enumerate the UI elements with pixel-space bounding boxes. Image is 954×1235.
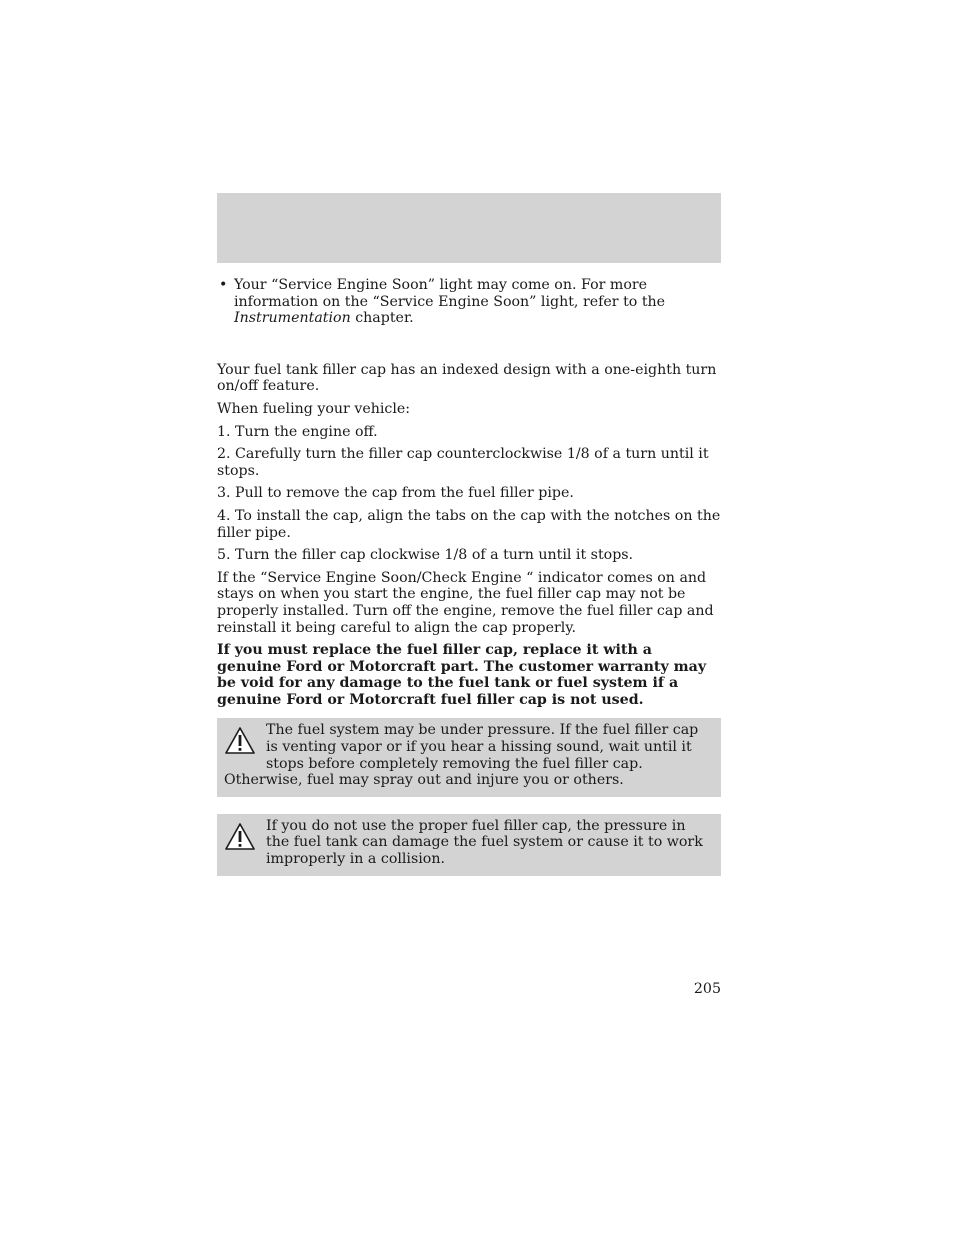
header-band [217,193,721,263]
replacement-note: If you must replace the fuel filler cap, replace it with a genuine Ford or Motorcraft part. The customer warranty may be void for any damage to the fuel tank or fuel system if a genuine Ford or Motorcraft fuel filler cap is not used. [217,642,707,708]
page-content [217,277,721,876]
bullet-text-start: Your “Service Engine Soon” light may come on. For more information on the “Service Engine Soon” light, refer to the [234,277,666,310]
bullet-text [234,277,721,327]
fueling-heading: When fueling your vehicle: [217,400,411,417]
step-2: 2. Carefully turn the filler cap counterclockwise 1/8 of a turn until it stops. [217,446,709,479]
bullet-text-end: chapter. [350,310,414,327]
page-number: 205 [693,981,721,997]
warning-box-proper-cap [217,814,721,876]
warning-triangle-icon [224,726,256,756]
warning-box-pressure [217,718,721,796]
chapter-reference: Instrumentation [234,310,351,327]
indicator-note: If the “Service Engine Soon/Check Engine “ indicator comes on and stays on when you start the engine, the fuel filler cap may not be properly installed. Turn off the engine, remove the fuel filler cap and reinstall it being careful to align the cap properly. [217,569,714,636]
step-4: 4. To install the cap, align the tabs on the cap with the notches on the filler pipe. [217,507,721,541]
intro-paragraph: Your fuel tank filler cap has an indexed design with a one-eighth turn on/off feature. [217,361,717,395]
bullet-item [217,277,721,327]
warning-triangle-icon [224,822,256,852]
bullet-symbol: • [219,277,228,293]
warning-text: If you do not use the proper fuel filler cap, the pressure in the fuel tank can damage the fuel system or cause it to work improperly in a collision. [266,817,703,868]
step-5: 5. Turn the filler cap clockwise 1/8 of a turn until it stops. [217,547,634,564]
step-1: 1. Turn the engine off. [217,423,378,440]
warning-text: The fuel system may be under pressure. If the fuel filler cap is venting vapor or if you hear a hissing sound, wait until it stops before completely removing the fuel filler cap. Otherwise, fuel may spray out and injure you or others. [224,722,699,789]
step-3: 3. Pull to remove the cap from the fuel filler pipe. [217,485,574,502]
